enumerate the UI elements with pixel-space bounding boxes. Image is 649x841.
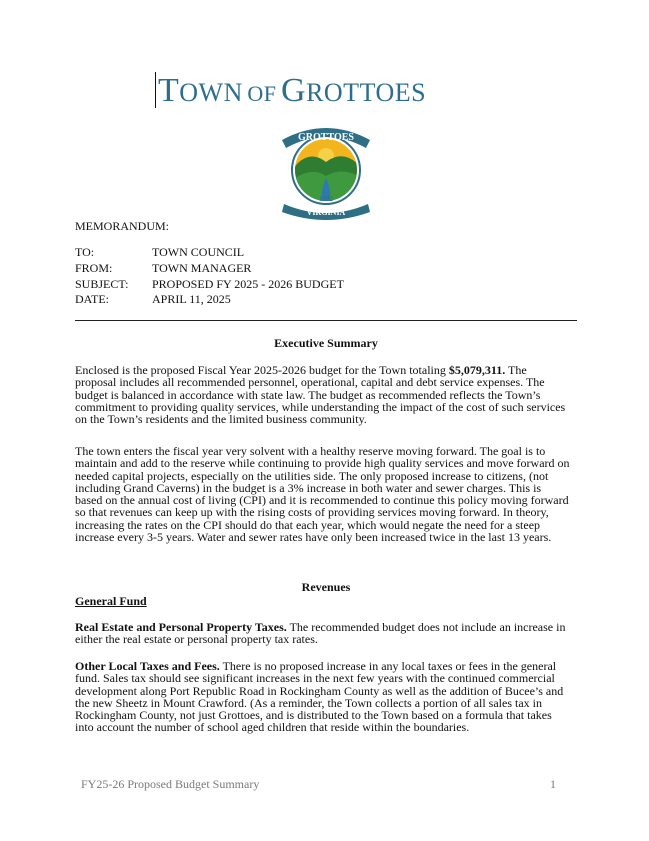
general-fund-heading: General Fund [75, 594, 147, 608]
footer-page-number: 1 [550, 777, 556, 791]
memo-label: MEMORANDUM: [75, 219, 170, 233]
memo-to-key: TO: [75, 245, 95, 259]
olt-title: Other Local Taxes and Fees. [75, 659, 220, 673]
real-estate-paragraph [75, 621, 570, 646]
memo-date-value: APRIL 11, 2025 [152, 292, 231, 306]
executive-summary-paragraph-1 [75, 364, 570, 425]
re-title: Real Estate and Personal Property Taxes. [75, 620, 287, 634]
town-seal-logo [272, 118, 380, 220]
es-p1-total-amount: $5,079,311. [448, 363, 506, 377]
memo-to-value: TOWN COUNCIL [152, 245, 245, 259]
olt-text: There is no proposed increase in any local taxes or fees in the general fund. Sales tax should see significant increases in the next few years with the continued commercial development along Port Republic Road in Rockingham County as well as the addition of Bucee’s and the new Sheetz in Mount Crawford. (As a reminder, the Town collects a portion of all sales tax in Rockingham County, not just Grottoes, and is distributed to the Town based on a formula that takes into account the number of school aged children that reside within the boundaries. [75, 659, 564, 735]
text-cursor [155, 72, 156, 108]
memo-date-row [75, 292, 231, 306]
header-divider [75, 320, 577, 321]
memo-to-row [75, 245, 244, 259]
memo-subject-value: PROPOSED FY 2025 - 2026 BUDGET [152, 277, 344, 291]
seal-year-text: 1892 [319, 195, 333, 203]
memo-subject-row [75, 277, 344, 291]
title-grottoes-initial: G [281, 72, 307, 109]
memo-from-value: TOWN MANAGER [152, 261, 252, 275]
title-town-initial: T [158, 72, 180, 109]
memo-date-key: DATE: [75, 292, 109, 306]
memo-from-key: FROM: [75, 261, 113, 275]
title-town-rest: OWN [179, 78, 243, 107]
executive-summary-heading: Executive Summary [274, 336, 378, 350]
executive-summary-paragraph-2: The town enters the fiscal year very solvent with a healthy reserve moving forward. The goal is to maintain and add to the reserve while continuing to provide high quality services and move forward on needed capital projects, especially on the utilities side. The only proposed increase to citizens, (not including Grand Caverns) in the budget is a 3% increase in both water and sewer charges. This is based on the annual cost of living (CPI) and it is recommended to continue this policy moving forward so that revenues can keep up with the rising costs of providing services moving forward. In theory, increasing the rates on the CPI should do that each year, which would negate the need for a steep increase every 3-5 years. Water and sewer rates have only been increased twice in the last 13 years. [75, 444, 570, 545]
es-p1-text-a: Enclosed is the proposed Fiscal Year 2025-2026 budget for the Town totaling [75, 363, 449, 377]
title-grottoes-rest: ROTTOES [306, 78, 427, 107]
memo-subject-key: SUBJECT: [75, 277, 129, 291]
revenues-heading: Revenues [301, 580, 351, 594]
memo-from-row [75, 261, 251, 275]
es-p1-text-b: The proposal includes all recommended personnel, operational, capital and debt service expenses. The budget is balanced in accordance with state law. The budget as recommended reflects the Town’s commitment to providing quality services, while understanding the impact of the cost of such services on the Town’s residents and the limited business community. [75, 363, 566, 427]
title-of: OF [247, 81, 277, 106]
re-text: The recommended budget does not include an increase in either the real estate or personal property tax rates. [75, 620, 566, 647]
seal-top-text: GROTTOES [298, 132, 354, 143]
seal-bottom-text: VIRGINIA [306, 208, 346, 217]
other-local-taxes-paragraph [75, 660, 570, 734]
footer-document-title: FY25-26 Proposed Budget Summary [81, 777, 260, 791]
letterhead-title [158, 72, 498, 112]
